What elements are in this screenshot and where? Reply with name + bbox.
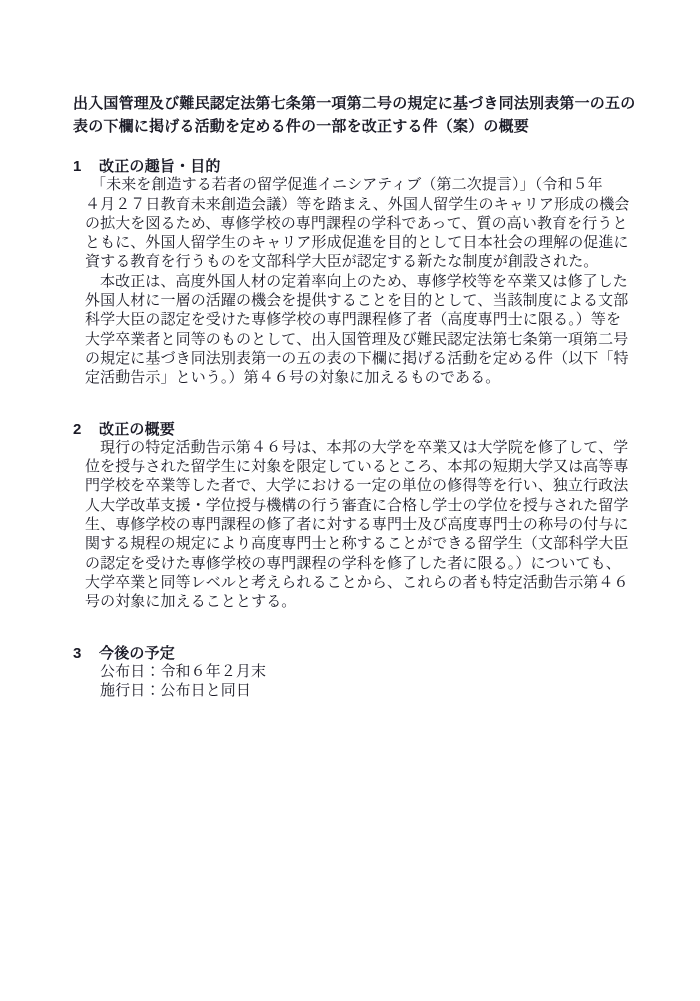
document-title <box>73 92 645 138</box>
section-body <box>85 663 645 702</box>
section-purpose <box>73 157 645 389</box>
body-line: 位を授与された留学生に対象を限定しているところ、本邦の短期大学又は高等専 <box>85 459 629 476</box>
section-heading <box>73 644 645 663</box>
body-line: 定活動告示」という。）第４６号の対象に加えるものである。 <box>85 370 501 387</box>
schedule-line-promulgation: 公布日：令和６年２月末 <box>100 663 267 680</box>
section-number: 2 <box>73 420 82 438</box>
section-summary <box>73 420 645 613</box>
section-heading <box>73 420 645 439</box>
body-line: 本改正は、高度外国人材の定着率向上のため、専修学校等を卒業又は修了した <box>100 273 628 290</box>
body-line: 門学校を卒業等した者で、大学における一定の単位の修得等を行い、独立行政法 <box>85 478 629 495</box>
body-line: ともに、外国人留学生のキャリア形成促進を目的として日本社会の理解の促進に <box>85 235 629 252</box>
section-number: 3 <box>73 644 82 662</box>
body-line: 号の対象に加えることとする。 <box>85 594 297 611</box>
section-body <box>85 176 645 388</box>
section-heading <box>73 157 645 176</box>
section-title: 改正の概要 <box>99 420 176 438</box>
body-line: 外国人材に一層の活躍の機会を提供することを目的として、当該制度による文部 <box>85 293 629 310</box>
body-line: 資する教育を行うものを文部科学大臣が認定する新たな制度が創設された。 <box>85 254 599 271</box>
document-title-line-2: 表の下欄に掲げる活動を定める件の一部を改正する件（案）の概要 <box>73 118 530 135</box>
section-schedule <box>73 644 645 702</box>
body-line: 人大学改革支援・学位授与機構の行う審査に合格し学士の学位を授与された留学 <box>85 497 629 514</box>
document-title-line-1: 出入国管理及び難民認定法第七条第一項第二号の規定に基づき同法別表第一の五の <box>73 95 636 112</box>
body-line: 生、専修学校の専門課程の修了者に対する専門士及び高度専門士の称号の付与に <box>85 517 629 534</box>
body-line: 現行の特定活動告示第４６号は、本邦の大学を卒業又は大学院を修了して、学 <box>100 439 629 456</box>
body-line: 大学卒業と同等レベルと考えられることから、これらの者も特定活動告示第４６ <box>85 574 629 591</box>
body-line: 科学大臣の認定を受けた専修学校の専門課程修了者（高度専門士に限る。）等を <box>85 312 622 329</box>
section-number: 1 <box>73 158 82 175</box>
section-title: 今後の予定 <box>99 644 176 662</box>
section-body <box>85 439 645 613</box>
schedule-line-enforcement: 施行日：公布日と同日 <box>100 683 252 700</box>
body-line: の規定に基づき同法別表第一の五の表の下欄に掲げる活動を定める件（以下「特 <box>85 350 629 367</box>
body-line: 大学卒業者と同等のものとして、出入国管理及び難民認定法第七条第一項第二号 <box>85 331 629 348</box>
body-line: の認定を受けた専修学校の専門課程の学科を修了した者に限る。）についても、 <box>85 555 621 572</box>
body-line: 関する規程の規定により高度専門士と称することができる留学生（文部科学大臣 <box>85 536 629 553</box>
body-line: の拡大を図るため、専修学校の専門課程の学科であって、質の高い教育を行うと <box>85 215 628 232</box>
section-title: 改正の趣旨・目的 <box>99 158 221 175</box>
body-line: 「未来を創造する若者の留学促進イニシアティブ（第二次提言）」（令和５年 <box>91 177 603 194</box>
body-line: ４月２７日教育未来創造会議）等を踏まえ、外国人留学生のキャリア形成の機会 <box>85 196 630 213</box>
